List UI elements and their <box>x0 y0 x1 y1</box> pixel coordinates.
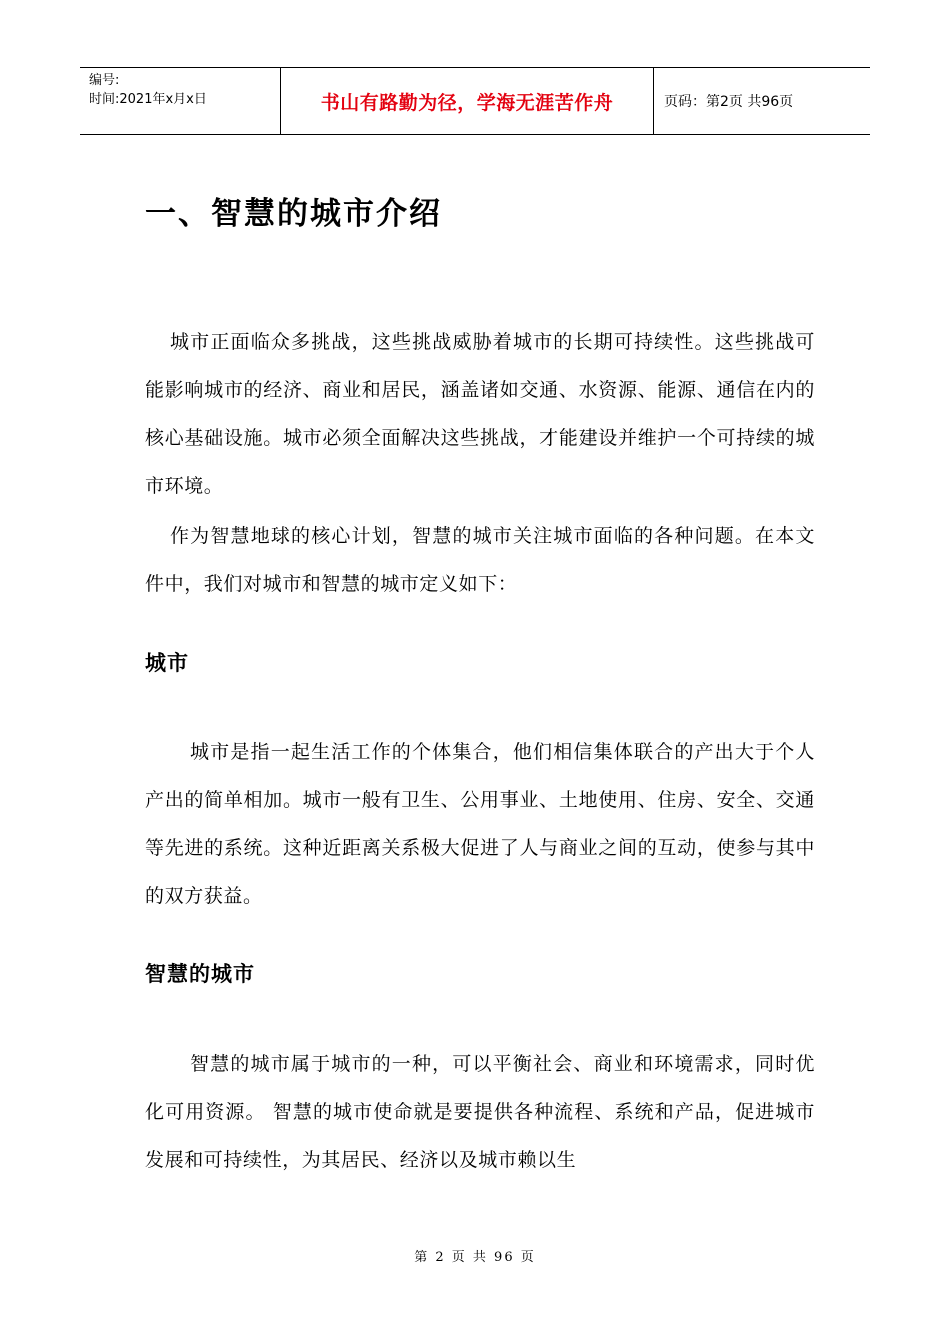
document-title: 一、智慧的城市介绍 <box>145 196 442 232</box>
section-text-city: 城市是指一起生活工作的个体集合，他们相信集体联合的产出大于个人产出的简单相加。城市一般有卫生、公用事业、土地使用、住房、安全、交通等先进的系统。这种近距离关系极大促进了人与商业之间的互动，使参与其中的双方获益。 <box>145 741 815 907</box>
header-page-cell <box>654 68 870 134</box>
header-motto: 书山有路勤为径，学海无涯苦作舟 <box>320 91 614 114</box>
section-heading-city: 城市 <box>145 651 189 675</box>
intro-paragraph-2: 作为智慧地球的核心计划，智慧的城市关注城市面临的各种问题。在本文件中，我们对城市和智慧的城市定义如下： <box>145 525 815 595</box>
document-number-label: 编号: <box>89 73 120 88</box>
header-motto-cell <box>281 68 654 134</box>
header-meta-cell <box>80 68 281 134</box>
document-time-label: 时间:2021年x月x日 <box>89 92 207 107</box>
intro-paragraph-1: 城市正面临众多挑战，这些挑战威胁着城市的长期可持续性。这些挑战可能影响城市的经济、商业和居民，涵盖诸如交通、水资源、能源、通信在内的核心基础设施。城市必须全面解决这些挑战，才能建设并维护一个可持续的城市环境。 <box>145 331 815 497</box>
document-header <box>80 67 870 135</box>
section-text-smart-city: 智慧的城市属于城市的一种，可以平衡社会、商业和环境需求，同时优化可用资源。 智慧的城市使命就是要提供各种流程、系统和产品，促进城市发展和可持续性，为其居民、经济以及城市赖以生 <box>145 1053 815 1171</box>
header-page-info: 页码：第2页 共96页 <box>664 94 794 110</box>
page-footer: 第 2 页 共 96 页 <box>414 1250 536 1265</box>
section-heading-smart-city: 智慧的城市 <box>145 962 255 986</box>
